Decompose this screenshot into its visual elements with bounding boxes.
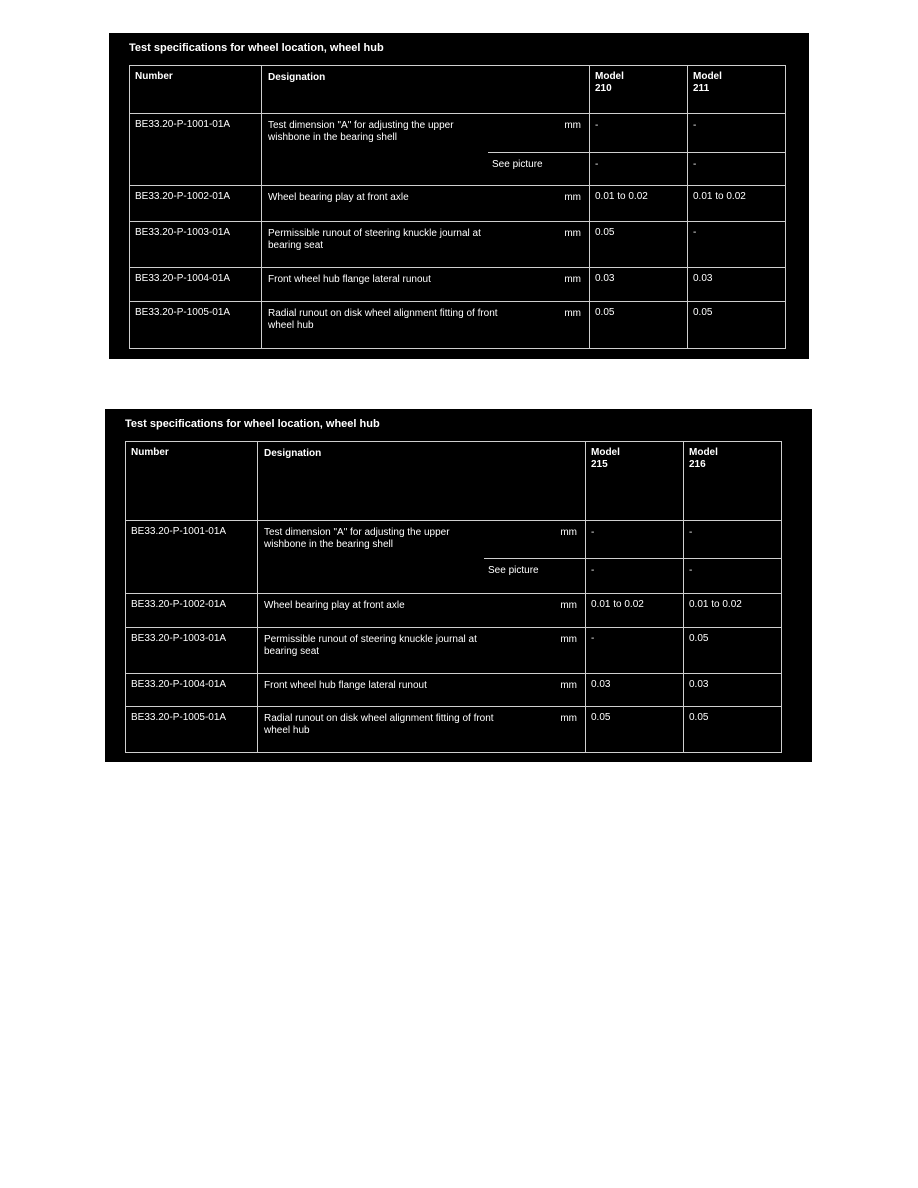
row-value-2: 0.05 <box>688 302 786 349</box>
sub-row-label: See picture <box>492 159 543 170</box>
row-value-1: 0.05 <box>590 302 688 349</box>
row-value-1: 0.03 <box>586 674 684 707</box>
row-value-2: 0.03 <box>684 674 782 707</box>
panel-title: Test specifications for wheel location, wheel hub <box>129 42 384 54</box>
table-row <box>126 594 782 628</box>
row-unit: mm <box>560 634 577 645</box>
spec-table <box>125 441 782 753</box>
row-value-2: 0.03 <box>688 268 786 302</box>
row-value-1: - <box>586 628 684 674</box>
row-number: BE33.20-P-1005-01A <box>130 302 262 349</box>
row-designation: Test dimension "A" for adjusting the upper wishbone in the bearing shell mm See picture <box>262 114 590 186</box>
row-value-1: 0.03 <box>590 268 688 302</box>
table-row <box>130 268 786 302</box>
row-unit: mm <box>560 600 577 611</box>
row-value-1: - - <box>590 114 688 186</box>
sub-row-value-1: - <box>591 565 595 576</box>
row-designation: Front wheel hub flange lateral runout mm <box>258 674 586 707</box>
row-value-2: - - <box>688 114 786 186</box>
row-value-2: - - <box>684 521 782 594</box>
row-designation: Radial runout on disk wheel alignment fitting of front wheel hub mm <box>258 707 586 753</box>
spec-table <box>129 65 786 349</box>
table-row <box>126 674 782 707</box>
table-row <box>126 628 782 674</box>
header-model-2: Model 216 <box>684 442 782 521</box>
sub-row-value-2: - <box>689 565 693 576</box>
row-value-2: 0.05 <box>684 628 782 674</box>
row-unit: mm <box>560 713 577 724</box>
row-unit: mm <box>564 192 581 203</box>
row-value-2: 0.05 <box>684 707 782 753</box>
row-unit: mm <box>564 228 581 239</box>
sub-row-divider <box>488 152 590 153</box>
header-number: Number <box>130 66 262 114</box>
row-designation: Permissible runout of steering knuckle journal at bearing seat mm <box>262 222 590 268</box>
row-value-2: - <box>688 222 786 268</box>
row-unit: mm <box>564 308 581 319</box>
header-number: Number <box>126 442 258 521</box>
header-model-1: Model 210 <box>590 66 688 114</box>
sub-row-value-2: - <box>693 159 697 170</box>
header-model-1: Model 215 <box>586 442 684 521</box>
row-number: BE33.20-P-1004-01A <box>126 674 258 707</box>
header-designation: Designation <box>262 66 590 114</box>
row-value-1: 0.05 <box>590 222 688 268</box>
row-value-1: 0.01 to 0.02 <box>586 594 684 628</box>
header-model-2: Model 211 <box>688 66 786 114</box>
row-value-1: 0.01 to 0.02 <box>590 186 688 222</box>
table-row <box>126 707 782 753</box>
table-row <box>130 222 786 268</box>
row-number: BE33.20-P-1005-01A <box>126 707 258 753</box>
sub-row-divider <box>484 558 586 559</box>
spec-panel-1 <box>109 33 809 359</box>
row-number: BE33.20-P-1002-01A <box>130 186 262 222</box>
sub-row-value-1: - <box>595 159 599 170</box>
row-number: BE33.20-P-1001-01A <box>126 521 258 594</box>
row-unit: mm <box>560 680 577 691</box>
row-value-2: 0.01 to 0.02 <box>688 186 786 222</box>
table-row <box>130 302 786 349</box>
row-designation: Test dimension "A" for adjusting the upper wishbone in the bearing shell mm See picture <box>258 521 586 594</box>
row-unit: mm <box>564 274 581 285</box>
sub-row-label: See picture <box>488 565 539 576</box>
row-number: BE33.20-P-1002-01A <box>126 594 258 628</box>
row-value-2: 0.01 to 0.02 <box>684 594 782 628</box>
row-designation: Front wheel hub flange lateral runout mm <box>262 268 590 302</box>
row-number: BE33.20-P-1003-01A <box>126 628 258 674</box>
row-designation: Radial runout on disk wheel alignment fitting of front wheel hub mm <box>262 302 590 349</box>
panel-title: Test specifications for wheel location, wheel hub <box>125 418 380 430</box>
header-designation: Designation <box>258 442 586 521</box>
table-row <box>126 521 782 594</box>
row-number: BE33.20-P-1004-01A <box>130 268 262 302</box>
row-designation: Wheel bearing play at front axle mm <box>262 186 590 222</box>
row-designation: Permissible runout of steering knuckle journal at bearing seat mm <box>258 628 586 674</box>
row-unit: mm <box>560 527 577 538</box>
row-value-1: - - <box>586 521 684 594</box>
row-designation: Wheel bearing play at front axle mm <box>258 594 586 628</box>
table-row <box>130 114 786 186</box>
row-number: BE33.20-P-1001-01A <box>130 114 262 186</box>
spec-panel-2 <box>105 409 812 762</box>
row-unit: mm <box>564 120 581 131</box>
row-value-1: 0.05 <box>586 707 684 753</box>
table-header-row <box>130 66 786 114</box>
table-header-row <box>126 442 782 521</box>
row-number: BE33.20-P-1003-01A <box>130 222 262 268</box>
table-row <box>130 186 786 222</box>
